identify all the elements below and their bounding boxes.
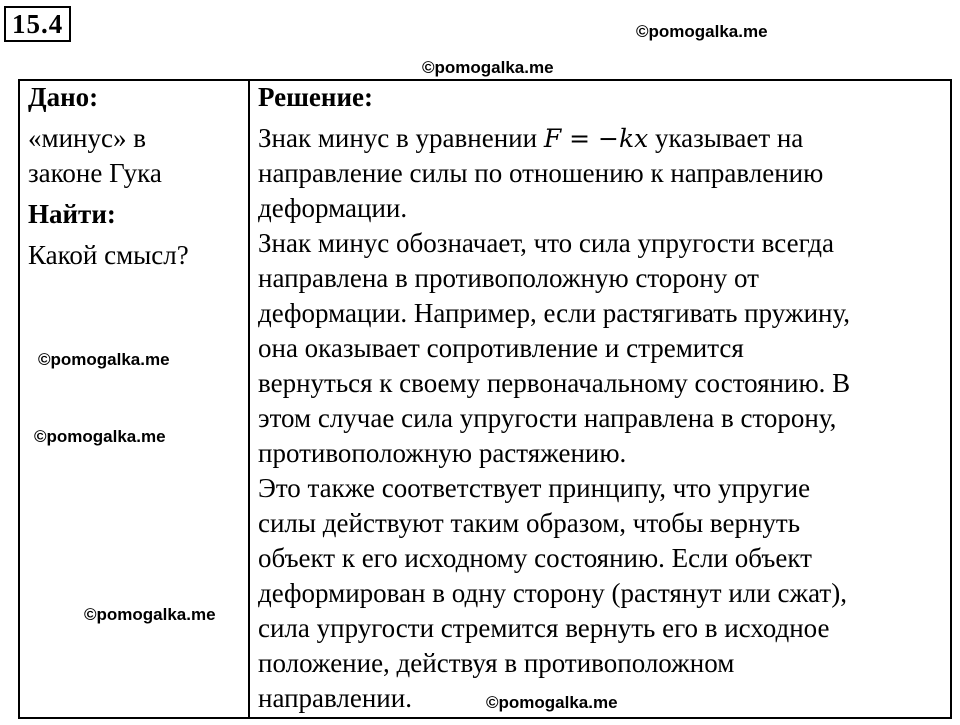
solution-line: направлении. <box>258 683 412 713</box>
solution-line: она оказывает сопротивление и стремится <box>258 333 744 363</box>
solution-heading: Решение: <box>258 82 373 112</box>
solution-line: деформирован в одну сторону (растянут или сжат), <box>258 578 847 608</box>
watermark-bottom: ©pomogalka.me <box>486 693 618 712</box>
solution-line: направлена в противоположную сторону от <box>258 263 759 293</box>
given-line: законе Гука <box>28 158 162 188</box>
solution-line: этом случае сила упругости направлена в сторону, <box>258 403 837 433</box>
solution-column <box>258 80 948 716</box>
watermark-top-center: ©pomogalka.me <box>422 58 554 77</box>
given-heading: Дано: <box>28 82 99 112</box>
solution-line: вернуться к своему первоначальному состоянию. В <box>258 368 851 398</box>
solution-text: Знак минус в уравнении <box>258 123 538 153</box>
find-text: Какой смысл? <box>28 240 189 270</box>
solution-line: противоположную растяжению. <box>258 438 627 468</box>
hooke-formula: F = −kx <box>543 124 649 153</box>
solution-line: деформации. Например, если растягивать пружину, <box>258 298 851 328</box>
solution-line: Это также соответствует принципу, что упругие <box>258 473 811 503</box>
task-number: 15.4 <box>4 6 71 42</box>
watermark-left-2: ©pomogalka.me <box>34 427 166 446</box>
given-line: «минус» в <box>28 123 146 153</box>
solution-line: объект к его исходному состоянию. Если объект <box>258 543 812 573</box>
solution-line: сила упругости стремится вернуть его в исходное <box>258 613 830 643</box>
find-heading: Найти: <box>28 199 116 229</box>
solution-line: силы действуют таким образом, чтобы вернуть <box>258 508 801 538</box>
solution-line: направление силы по отношению к направлению <box>258 158 824 188</box>
column-divider <box>248 79 250 719</box>
solution-line: деформации. <box>258 193 408 223</box>
solution-line <box>258 121 948 156</box>
watermark-left-3: ©pomogalka.me <box>84 605 216 624</box>
solution-text: указывает на <box>654 123 804 153</box>
solution-line: Знак минус обозначает, что сила упругости всегда <box>258 228 835 258</box>
watermark-top-right: ©pomogalka.me <box>636 22 768 41</box>
given-column <box>28 80 240 273</box>
solution-line: положение, действуя в противоположном <box>258 648 735 678</box>
watermark-left-1: ©pomogalka.me <box>38 350 170 369</box>
